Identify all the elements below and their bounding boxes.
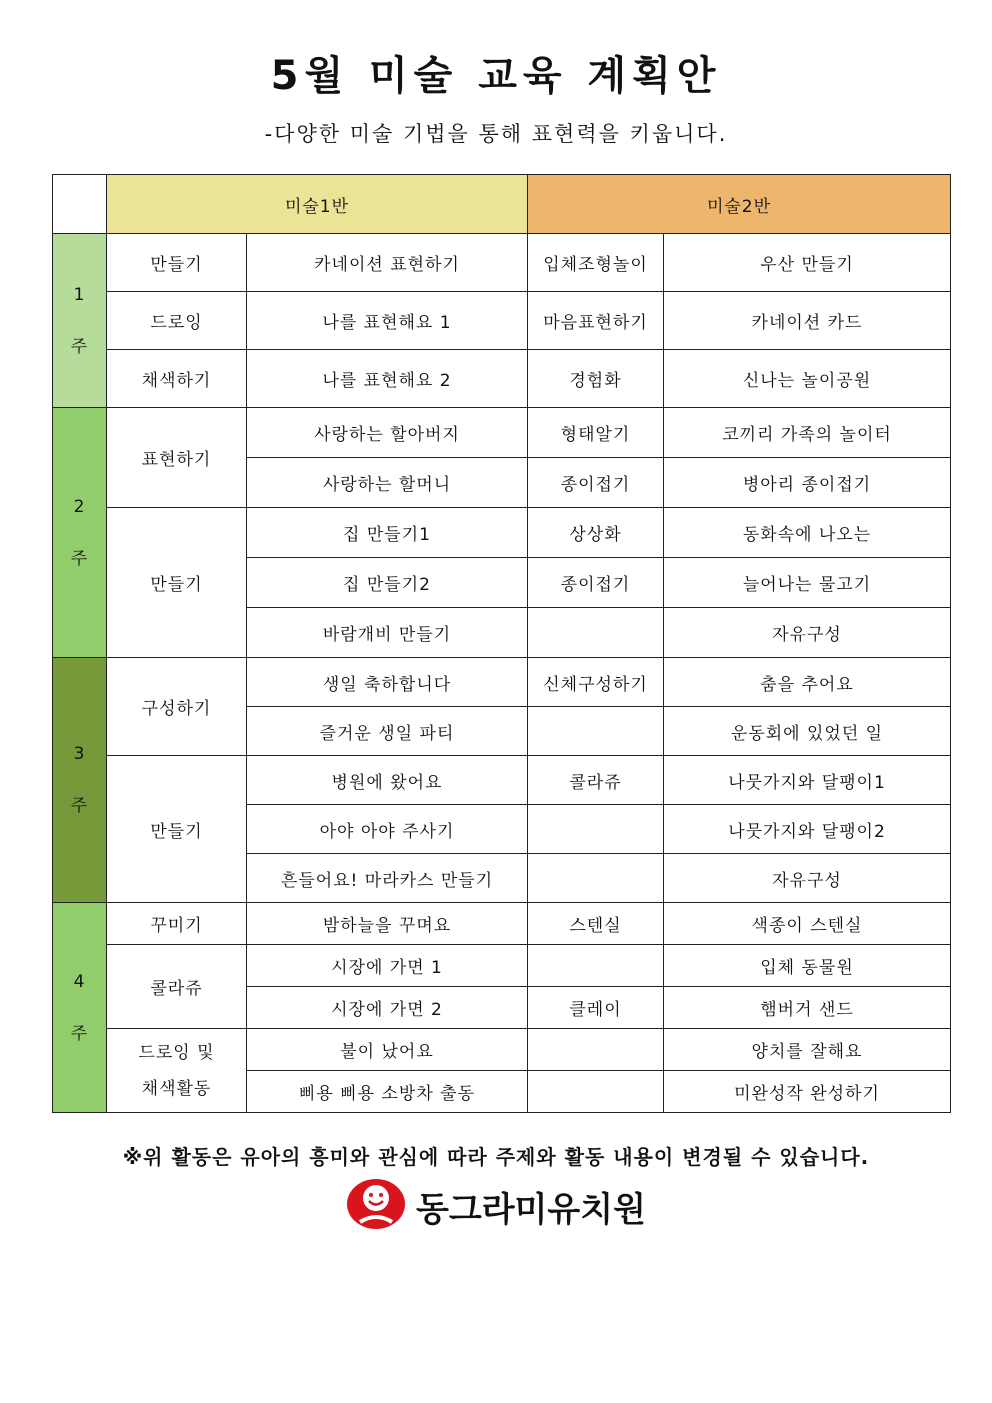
class2-activity: 우산 만들기 <box>664 234 951 292</box>
week-3-label: 3 주 <box>53 658 107 903</box>
table-row <box>53 234 951 292</box>
class2-category: 종이접기 <box>528 558 664 608</box>
class2-activity: 춤을 추어요 <box>664 658 951 707</box>
class1-activity: 아야 아야 주사기 <box>247 805 528 854</box>
class1-activity: 바람개비 만들기 <box>247 608 528 658</box>
class1-category: 만들기 <box>107 756 247 903</box>
class2-activity: 신나는 놀이공원 <box>664 350 951 408</box>
header-row <box>53 175 951 234</box>
table-row <box>53 756 951 805</box>
class2-activity: 나뭇가지와 달팽이2 <box>664 805 951 854</box>
class1-activity: 흔들어요! 마라카스 만들기 <box>247 854 528 903</box>
week-4-label: 4 주 <box>53 903 107 1113</box>
class2-category: 상상화 <box>528 508 664 558</box>
class2-activity: 늘어나는 물고기 <box>664 558 951 608</box>
week-2-label: 2 주 <box>53 408 107 658</box>
table-row <box>53 408 951 458</box>
class2-activity: 햄버거 샌드 <box>664 987 951 1029</box>
class1-category: 표현하기 <box>107 408 247 508</box>
class1-category: 채색하기 <box>107 350 247 408</box>
table-row <box>53 350 951 408</box>
class2-category: 마음표현하기 <box>528 292 664 350</box>
class1-category: 구성하기 <box>107 658 247 756</box>
class2-activity: 자유구성 <box>664 854 951 903</box>
class2-category: 종이접기 <box>528 458 664 508</box>
table-row <box>53 903 951 945</box>
corner-cell <box>53 175 107 234</box>
class2-category: 스텐실 <box>528 903 664 945</box>
class2-category <box>528 1029 664 1071</box>
class1-activity: 불이 났어요 <box>247 1029 528 1071</box>
table-row <box>53 508 951 558</box>
class2-category: 클레이 <box>528 987 664 1029</box>
class1-activity: 사랑하는 할머니 <box>247 458 528 508</box>
class2-activity: 코끼리 가족의 놀이터 <box>664 408 951 458</box>
class2-category: 신체구성하기 <box>528 658 664 707</box>
class1-activity: 사랑하는 할아버지 <box>247 408 528 458</box>
class2-activity: 색종이 스텐실 <box>664 903 951 945</box>
class2-category <box>528 805 664 854</box>
class1-category: 콜라쥬 <box>107 945 247 1029</box>
class1-activity: 밤하늘을 꾸며요 <box>247 903 528 945</box>
class1-header: 미술1반 <box>107 175 528 234</box>
class1-activity: 나를 표현해요 2 <box>247 350 528 408</box>
class2-category <box>528 707 664 756</box>
class2-category <box>528 1071 664 1113</box>
class2-category: 콜라쥬 <box>528 756 664 805</box>
page-title: 5월 미술 교육 계획안 <box>270 53 722 99</box>
table-row <box>53 945 951 987</box>
class1-activity: 카네이션 표현하기 <box>247 234 528 292</box>
class2-category <box>528 945 664 987</box>
class2-activity: 운동회에 있었던 일 <box>664 707 951 756</box>
smiley-logo-icon <box>346 1178 408 1230</box>
class1-activity: 집 만들기1 <box>247 508 528 558</box>
class1-category: 드로잉 및 채색활동 <box>107 1029 247 1113</box>
class1-activity: 시장에 가면 2 <box>247 987 528 1029</box>
class2-activity: 입체 동물원 <box>664 945 951 987</box>
page-subtitle: -다양한 미술 기법을 통해 표현력을 키웁니다. <box>264 122 728 146</box>
class1-activity: 즐거운 생일 파티 <box>247 707 528 756</box>
class2-category: 형태알기 <box>528 408 664 458</box>
class1-activity: 생일 축하합니다 <box>247 658 528 707</box>
class1-category: 드로잉 <box>107 292 247 350</box>
class1-activity: 집 만들기2 <box>247 558 528 608</box>
logo-text: 동그라미유치원 <box>416 1190 646 1230</box>
class1-category: 만들기 <box>107 508 247 658</box>
class2-category <box>528 608 664 658</box>
art-plan-table <box>52 174 951 1113</box>
class1-activity: 병원에 왔어요 <box>247 756 528 805</box>
class2-activity: 동화속에 나오는 <box>664 508 951 558</box>
table-row <box>53 1029 951 1071</box>
class1-activity: 삐용 삐용 소방차 출동 <box>247 1071 528 1113</box>
class2-activity: 자유구성 <box>664 608 951 658</box>
class2-activity: 카네이션 카드 <box>664 292 951 350</box>
class1-activity: 시장에 가면 1 <box>247 945 528 987</box>
class1-category: 꾸미기 <box>107 903 247 945</box>
notice-text: ※위 활동은 유아의 흥미와 관심에 따라 주제와 활동 내용이 변경될 수 있습니다. <box>122 1145 870 1169</box>
class2-header: 미술2반 <box>528 175 951 234</box>
week-1-label: 1 주 <box>53 234 107 408</box>
class2-category <box>528 854 664 903</box>
class1-category: 만들기 <box>107 234 247 292</box>
kindergarten-logo <box>346 1178 656 1230</box>
class2-activity: 미완성작 완성하기 <box>664 1071 951 1113</box>
class2-category: 경험화 <box>528 350 664 408</box>
class2-activity: 양치를 잘해요 <box>664 1029 951 1071</box>
class2-activity: 나뭇가지와 달팽이1 <box>664 756 951 805</box>
class2-activity: 병아리 종이접기 <box>664 458 951 508</box>
class1-activity: 나를 표현해요 1 <box>247 292 528 350</box>
table-row <box>53 658 951 707</box>
table-row <box>53 292 951 350</box>
class2-category: 입체조형놀이 <box>528 234 664 292</box>
